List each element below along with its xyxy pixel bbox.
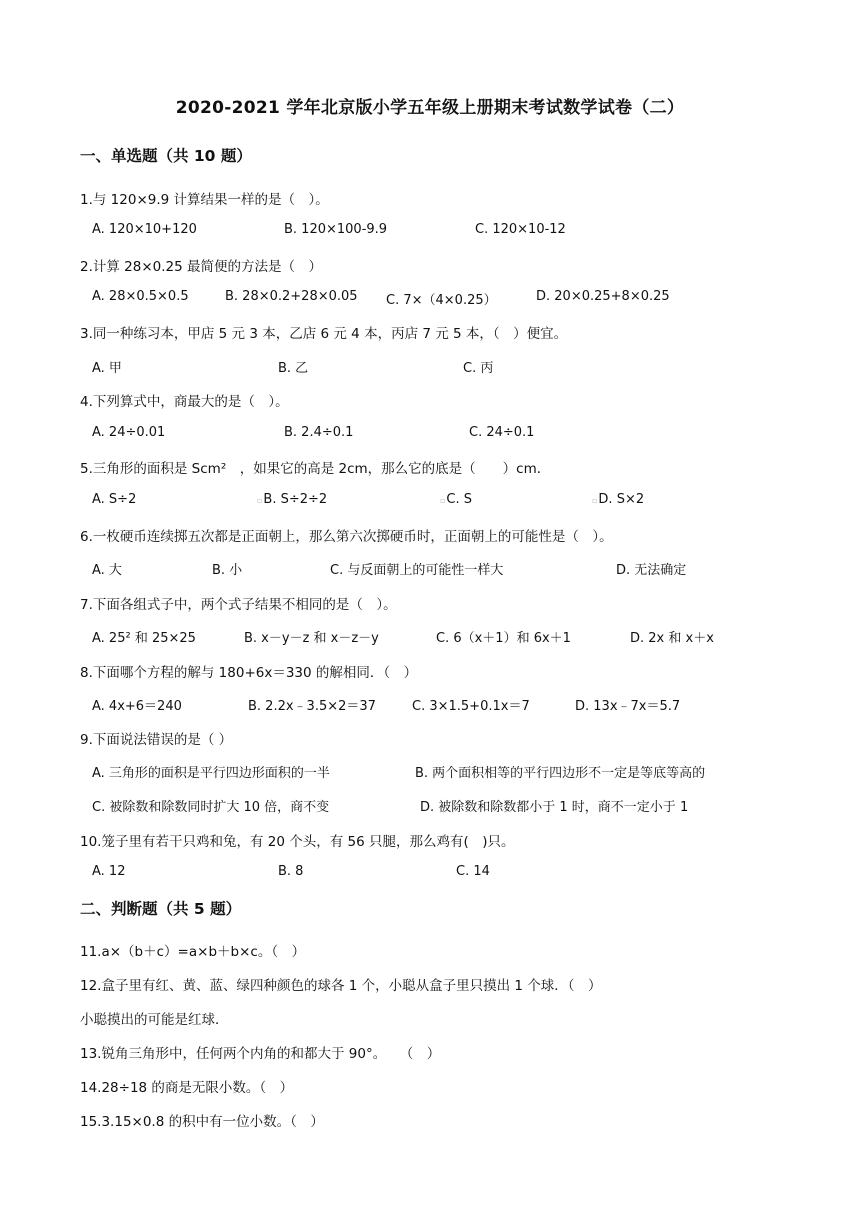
q7-option-c: C. 6（x＋1）和 6x＋1: [436, 631, 571, 646]
question-7: 7.下面各组式子中，两个式子结果不相同的是（ ）。: [80, 597, 397, 613]
q10-option-c: C. 14: [456, 864, 490, 879]
question-6: 6.一枚硬币连续掷五次都是正面朝上，那么第六次掷硬币时，正面朝上的可能性是（ ）。: [80, 529, 613, 545]
q8-option-d: D. 13x﹣7x＝5.7: [575, 699, 681, 714]
q7-option-d: D. 2x 和 x＋x: [630, 631, 714, 646]
question-1: 1.与 120×9.9 计算结果一样的是（ ）。: [80, 192, 329, 208]
q9-option-d: D. 被除数和除数都小于 1 时，商不一定小于 1: [420, 800, 689, 815]
q8-option-b: B. 2.2x﹣3.5×2＝37: [248, 699, 376, 714]
q3-option-a: A. 甲: [92, 361, 122, 376]
q4-option-a: A. 24÷0.01: [92, 425, 166, 440]
q9-option-a: A. 三角形的面积是平行四边形面积的一半: [92, 766, 330, 781]
section-heading-true-false: 二、判断题（共 5 题）: [80, 900, 242, 918]
q3-option-c: C. 丙: [463, 361, 494, 376]
question-4: 4.下列算式中，商最大的是（ ）。: [80, 394, 289, 410]
q1-option-b: B. 120×100-9.9: [284, 222, 388, 237]
question-15: 15.3.15×0.8 的积中有一位小数。（ ）: [80, 1114, 324, 1130]
question-2: 2.计算 28×0.25 最简便的方法是（ ）: [80, 259, 323, 275]
section-heading-single-choice: 一、单选题（共 10 题）: [80, 147, 252, 165]
q2-option-c: C. 7×（4×0.25）: [386, 293, 497, 308]
q1-option-c: C. 120×10-12: [475, 222, 566, 237]
q7-option-a: A. 25² 和 25×25: [92, 631, 196, 646]
question-14: 14.28÷18 的商是无限小数。（ ）: [80, 1080, 294, 1096]
q8-option-c: C. 3×1.5+0.1x＝7: [412, 699, 530, 714]
q6-option-b: B. 小: [212, 563, 243, 578]
question-3: 3.同一种练习本，甲店 5 元 3 本，乙店 6 元 4 本，丙店 7 元 5 本，（ ）便宜。: [80, 326, 568, 342]
q8-option-a: A. 4x+6＝240: [92, 699, 182, 714]
q9-option-b: B. 两个面积相等的平行四边形不一定是等底等高的: [415, 766, 706, 781]
q4-option-c: C. 24÷0.1: [469, 425, 535, 440]
q6-option-a: A. 大: [92, 563, 122, 578]
q5-option-b: ▫B. S÷2÷2: [257, 492, 328, 507]
q5-option-d: ▫D. S×2: [592, 492, 645, 507]
page-title: 2020-2021 学年北京版小学五年级上册期末考试数学试卷（二）: [175, 98, 685, 118]
anchor-mark-icon: ▫: [440, 496, 446, 505]
q6-option-d: D. 无法确定: [616, 563, 687, 578]
q10-option-a: A. 12: [92, 864, 126, 879]
q2-option-b: B. 28×0.2+28×0.05: [225, 289, 358, 304]
question-9: 9.下面说法错误的是（ ）: [80, 732, 233, 748]
question-12-continuation: 小聪摸出的可能是红球．: [80, 1012, 229, 1028]
question-5: 5.三角形的面积是 Scm² ，如果它的高是 2cm，那么它的底是（ ）cm．: [80, 461, 551, 477]
q5-option-a: A. S÷2: [92, 492, 137, 507]
question-11: 11.a×（b＋c）=a×b＋b×c。（ ）: [80, 944, 306, 960]
q10-option-b: B. 8: [278, 864, 304, 879]
question-8: 8.下面哪个方程的解与 180+6x＝330 的解相同．（ ）: [80, 665, 418, 681]
q4-option-b: B. 2.4÷0.1: [284, 425, 354, 440]
anchor-mark-icon: ▫: [592, 496, 598, 505]
question-13: 13.锐角三角形中，任何两个内角的和都大于 90°。 （ ）: [80, 1046, 441, 1062]
q5-option-c: ▫C. S: [440, 492, 473, 507]
q7-option-b: B. x－y－z 和 x－z－y: [244, 631, 379, 646]
q2-option-a: A. 28×0.5×0.5: [92, 289, 189, 304]
anchor-mark-icon: ▫: [257, 496, 263, 505]
question-12: 12.盒子里有红、黄、蓝、绿四种颜色的球各 1 个，小聪从盒子里只摸出 1 个球．（ ）: [80, 978, 602, 994]
q1-option-a: A. 120×10+120: [92, 222, 197, 237]
q3-option-b: B. 乙: [278, 361, 309, 376]
q2-option-d: D. 20×0.25+8×0.25: [536, 289, 670, 304]
question-10: 10.笼子里有若干只鸡和兔，有 20 个头，有 56 只腿，那么鸡有( )只。: [80, 834, 515, 850]
q9-option-c: C. 被除数和除数同时扩大 10 倍，商不变: [92, 800, 330, 815]
q6-option-c: C. 与反面朝上的可能性一样大: [330, 563, 504, 578]
